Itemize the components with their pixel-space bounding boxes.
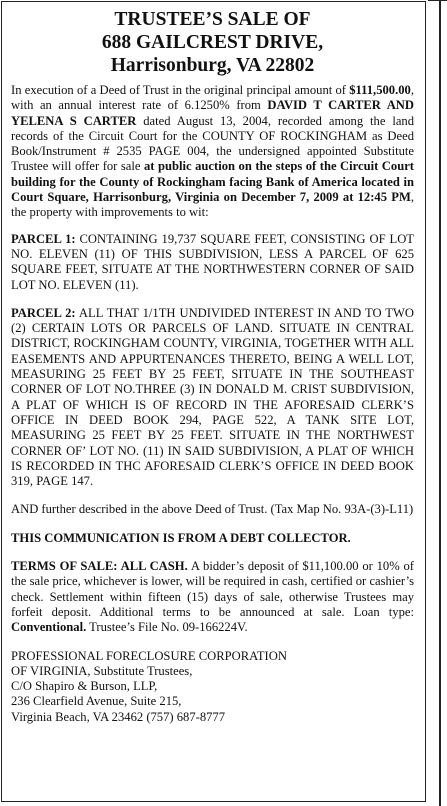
debt-collector-text: THIS COMMUNICATION IS FROM A DEBT COLLECTOR. <box>11 530 351 545</box>
trustee-line-5: Virginia Beach, VA 23462 (757) 687-8777 <box>11 709 226 724</box>
title-line-2: 688 GAILCREST DRIVE, <box>101 32 324 53</box>
principal-amount: $111,500.00 <box>349 83 411 97</box>
parcel-1-paragraph <box>11 232 414 293</box>
title-line-3: Harrisonburg, VA 22802 <box>110 55 315 76</box>
parcel-1-label: PARCEL 1: <box>11 231 76 246</box>
column-rule <box>439 0 441 806</box>
trustee-line-1: PROFESSIONAL FORECLOSURE CORPORATION <box>11 648 287 663</box>
parcel-2-label: PARCEL 2: <box>11 305 76 320</box>
loan-type: Conventional. <box>11 620 87 635</box>
notice-title <box>11 8 414 77</box>
trustee-line-2: OF VIRGINIA, Substitute Trustees, <box>11 663 193 678</box>
legal-notice <box>1 1 426 802</box>
intro-text-3: dated August 13, 2004, recorded among the land records of the Circuit Court for the COUNTY OF ROCKINGHAM as Deed Book/Instrument # 2535 PAGE 004, the undersigned appointed Substitute Trustee will offer for sale <box>11 113 415 174</box>
grantors: DAVID T CARTER AND YELENA S CARTER <box>11 98 414 128</box>
sale-location: at public auction on the steps of the Circuit Court building for the County of Rockingham facing Bank of America located in Court Square, Harrisonburg, Virginia on December 7, 2009 at 12:45 PM <box>11 159 414 205</box>
intro-text-1: In execution of a Deed of Trust in the original principal amount of <box>11 83 350 97</box>
terms-paragraph <box>11 559 414 635</box>
terms-label: TERMS OF SALE: ALL CASH. <box>11 559 188 574</box>
debt-collector-notice <box>11 531 414 546</box>
trustee-line-3: C/O Shapiro & Burson, LLP, <box>11 679 158 694</box>
terms-text-1: A bidder’s deposit of $11,100.00 or 10% of the sale price, whichever is lower, will be required in cash, certified or cashier’s check. Settlement within fifteen (15) days of sale, otherwise Trustees may forfeit deposit. Additional terms to be announced at sale. Loan type: <box>11 559 414 619</box>
intro-text-2: , with an annual interest rate of 6.1250% from <box>11 83 414 113</box>
terms-text-2: Trustee’s File No. 09-166224V. <box>86 620 248 635</box>
parcel-2-text: ALL THAT 1/1TH UNDIVIDED INTEREST IN AND TO TWO (2) CERTAIN LOTS OR PARCELS OF LAND. SITUATE IN CENTRAL DISTRICT, ROCKINGHAM COUNTY, VIRGINIA, TOGETHER WITH ALL EASEMENTS AND APPURTENANCES THERETO, BEING A WELL LOT, MEASURING 25 FEET BY 25 FEET, SITUATE IN THE SOUTHEAST CORNER OF LOT NO.THREE (3) IN DONALD M. CRIST SUBDIVISION, A PLAT OF WHICH IS OF RECORD IN THE AFORESAID CLERK’S OFFICE IN DEED BOOK 294, PAGE 522, A TANK SITE LOT, MEASURING 25 FEET BY 25 FEET. SITUATE IN THE NORTHWEST CORNER OF’ LOT NO. (11) IN SAID SUBDIVISION, A PLAT OF WHICH IS RECORDED IN THC AFORESAID CLERK’S OFFICE IN DEED BOOK 319, PAGE 147. <box>11 305 414 489</box>
parcel-2-paragraph <box>11 306 414 490</box>
trustee-line-4: 236 Clearfield Avenue, Suite 215, <box>11 694 182 709</box>
column-rule-top <box>428 0 447 1</box>
further-description: AND further described in the above Deed of Trust. (Tax Map No. 93A-(3)-L11) <box>11 502 414 517</box>
intro-paragraph <box>11 83 414 221</box>
title-line-1: TRUSTEE’S SALE OF <box>114 9 311 30</box>
intro-text-4: , the property with improvements to wit: <box>11 190 414 220</box>
parcel-1-text: CONTAINING 19,737 SQUARE FEET, CONSISTING OF LOT NO. ELEVEN (11) OF THIS SUBDIVISION, LESS A PARCEL OF 625 SQUARE FEET, SITUATE AT THE NORTHWESTERN CORNER OF SAID LOT NO. ELEVEN (11). <box>11 231 414 292</box>
trustee-address-block <box>11 649 414 725</box>
